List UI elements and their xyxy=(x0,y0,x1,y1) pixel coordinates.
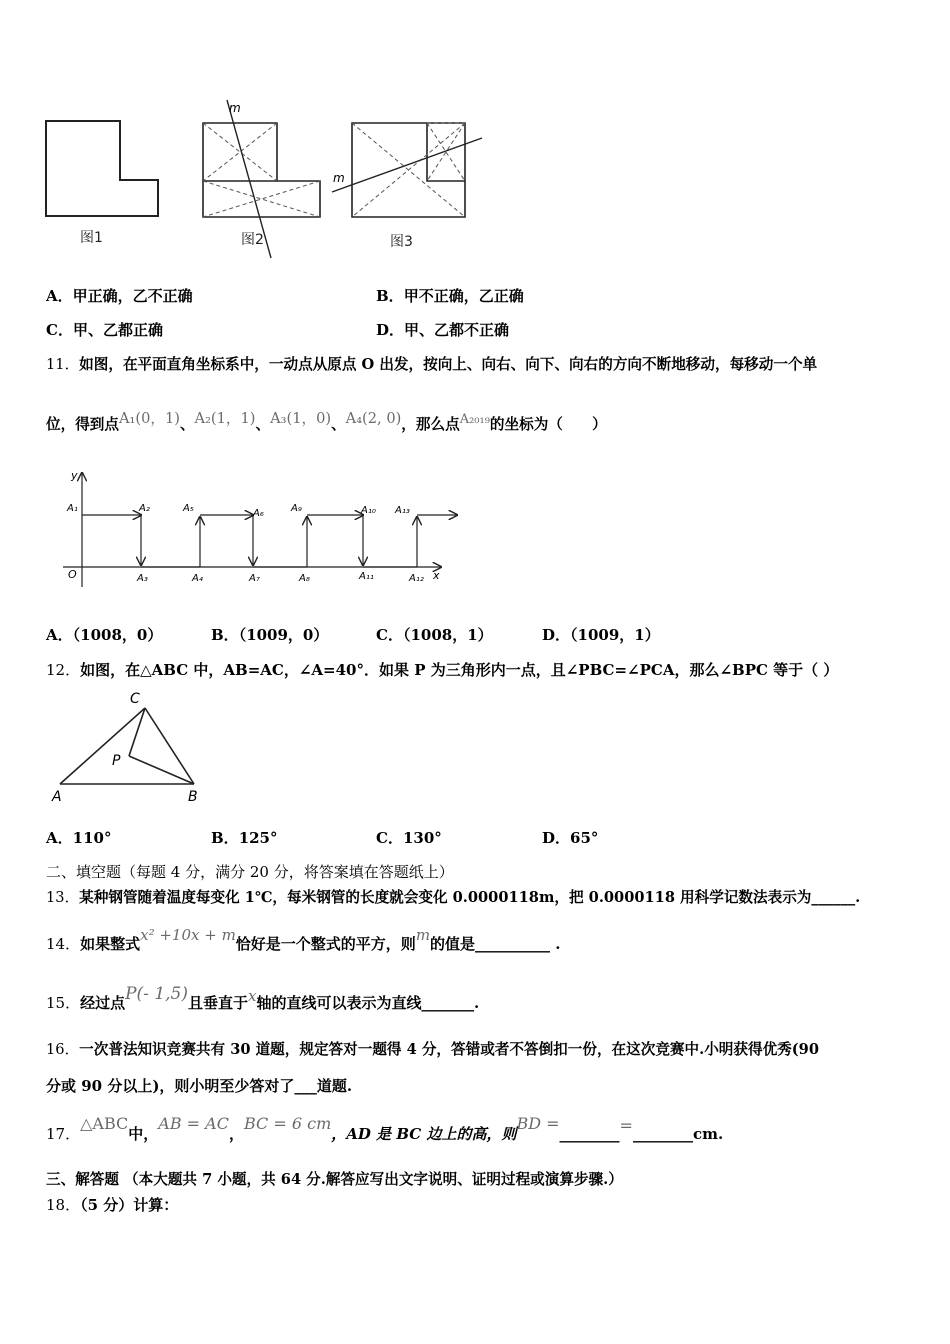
q11-axis-x: x xyxy=(433,569,440,582)
q11-label-a13: A₁₃ xyxy=(395,505,410,516)
q11-label-a12: A₁₂ xyxy=(409,573,424,584)
section-3-heading: 三、解答题 （本大题共 7 小题，共 64 分.解答应写出文字说明、证明过程或演算步骤.） xyxy=(46,1171,623,1188)
section-2-heading: 二、填空题（每题 4 分，满分 20 分，将答案填在答题纸上） xyxy=(46,863,454,881)
q11-line1: 11．如图，在平面直角坐标系中，一动点从原点 O 出发，按向上、向右、向下、向右的方向不断地移动，每移动一个单 xyxy=(46,356,818,373)
q12-triangle-figure xyxy=(48,688,218,808)
q17-blank-1[interactable]: ________ xyxy=(559,1125,620,1143)
q17-eq-ab-ac: AB = AC xyxy=(158,1114,229,1133)
q11-graph xyxy=(55,465,475,595)
figure-3-line-label: m xyxy=(333,171,345,185)
q17-eq-bc: BC = 6 cm xyxy=(243,1114,332,1133)
q11-point-a3: A₃(1，0) xyxy=(270,410,332,427)
q12-option-a[interactable]: A．110° xyxy=(46,829,112,847)
q11-label-a5: A₅ xyxy=(183,503,194,514)
q11-point-a2019: A₂₀₁₉ xyxy=(459,412,490,427)
q11-option-c[interactable]: C．（1008，1） xyxy=(376,626,493,644)
q11-point-a1: A₁(0，1) xyxy=(118,410,180,427)
q15-var-x: x xyxy=(248,987,257,1005)
q12-label-b: B xyxy=(188,789,198,805)
q10-option-d[interactable]: D．甲、乙都不正确 xyxy=(376,321,510,339)
q10-option-b[interactable]: B．甲不正确，乙正确 xyxy=(376,287,524,305)
q11-label-a4: A₄ xyxy=(192,573,203,584)
q11-label-a9: A₉ xyxy=(291,503,302,514)
figure-2-l-shape-with-line xyxy=(195,98,335,263)
q11-label-a6: A₆ xyxy=(253,508,264,519)
q11-point-a4: A₄(2, 0) xyxy=(345,410,402,427)
q14-var-m: m xyxy=(415,926,431,944)
q11-line2: 位，得到点A₁(0，1)、A₂(1，1)、A₃(1，0)、A₄(2, 0)，那么点A₂₀₁₉的坐标为（ ） xyxy=(46,410,607,433)
q16-line1: 16．一次普法知识竞赛共有 30 道题，规定答对一题得 4 分，答错或者不答倒扣一份，在这次竞赛中.小明获得优秀(90 xyxy=(46,1041,819,1058)
q12-text: 12．如图，在△ABC 中，AB=AC，∠A=40°．如果 P 为三角形内一点，且∠PBC=∠PCA，那么∠BPC 等于（ ） xyxy=(46,661,839,679)
q11-label-a3: A₃ xyxy=(137,573,148,584)
q11-axis-y: y xyxy=(71,469,78,482)
q11-option-a[interactable]: A．（1008，0） xyxy=(46,626,163,644)
q11-label-a11: A₁₁ xyxy=(359,571,374,582)
q11-option-d[interactable]: D．（1009，1） xyxy=(542,626,660,644)
q11-option-b[interactable]: B．（1009，0） xyxy=(211,626,329,644)
q10-option-c[interactable]: C．甲、乙都正确 xyxy=(46,321,163,339)
q11-label-a2: A₂ xyxy=(139,503,150,514)
q11-label-a7: A₇ xyxy=(249,573,260,584)
q14-text: 14．如果整式x² +10x + m恰好是一个整式的平方，则m的值是__________ . xyxy=(46,926,561,953)
q17-triangle: △ABC xyxy=(80,1114,129,1133)
q12-option-d[interactable]: D．65° xyxy=(542,829,599,847)
q17-blank-2[interactable]: ________ xyxy=(632,1125,693,1143)
q12-label-c: C xyxy=(130,691,140,707)
q17-bd: BD = xyxy=(516,1114,560,1133)
q11-label-a8: A₈ xyxy=(299,573,310,584)
q12-label-a: A xyxy=(52,789,62,805)
figure-1-caption: 图1 xyxy=(80,230,103,246)
q11-point-a2: A₂(1，1) xyxy=(194,410,256,427)
q13-text: 13．某种钢管随着温度每变化 1℃，每米钢管的长度就会变化 0.0000118m，把 0.0000118 用科学记数法表示为______. xyxy=(46,889,861,906)
q15-text: 15．经过点P(- 1,5)且垂直于x轴的直线可以表示为直线_______. xyxy=(46,984,480,1012)
figure-1-l-shape xyxy=(40,115,170,225)
q15-point: P(- 1,5) xyxy=(125,984,188,1004)
figure-3-l-shape-with-line xyxy=(330,110,490,235)
figure-2-caption: 图2 xyxy=(241,232,264,248)
figure-3-caption: 图3 xyxy=(390,234,413,250)
q17-text: 17．△ABC中，AB = AC，BC = 6 cm，AD 是 BC 边上的高，则BD =________=________cm. xyxy=(46,1114,724,1143)
q12-option-b[interactable]: B．125° xyxy=(211,829,278,847)
figure-2-line-label: m xyxy=(229,101,241,115)
q11-label-a1: A₁ xyxy=(67,503,78,514)
q10-option-a[interactable]: A．甲正确，乙不正确 xyxy=(46,287,193,305)
q16-line2: 分或 90 分以上)，则小明至少答对了___道题. xyxy=(46,1077,353,1095)
q11-label-a10: A₁₀ xyxy=(361,505,376,516)
q11-origin: O xyxy=(68,568,77,581)
q18-text: 18．（5 分）计算： xyxy=(46,1196,179,1214)
q12-option-c[interactable]: C．130° xyxy=(376,829,442,847)
q12-label-p: P xyxy=(112,753,121,769)
q14-expression: x² +10x + m xyxy=(140,926,236,944)
